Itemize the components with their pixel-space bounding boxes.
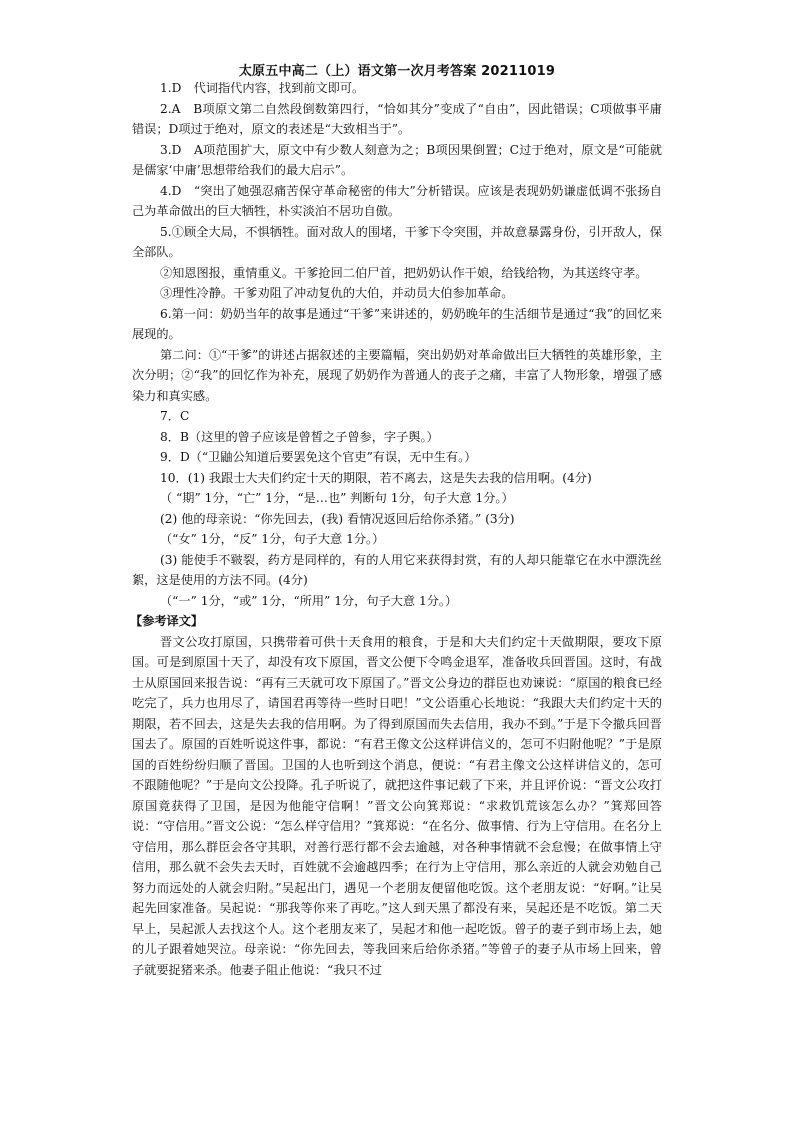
answer-8: 8．B（这里的曾子应该是曾皙之子曾参，字子舆。）	[160, 429, 439, 444]
answer-10-1-scoring: （ “期” 1分，“亡” 1分，“是…也” 判断句 1分，句子大意 1分。）	[160, 491, 514, 505]
answer-7: 7．C	[160, 409, 190, 423]
answer-2: 2.A B项原文第二自然段倒数第四行，“恰如其分”变成了“自由”，因此错误；C项做事平庸错误；D项过于绝对，原文的表述是“大致相当于”。	[132, 101, 662, 136]
answer-4: 4.D “突出了她强忍痛苦保守革命秘密的伟大”分析错误。应该是表现奶奶谦虚低调不张扬自己为革命做出的巨大牺牲，朴实淡泊不居功自傲。	[132, 183, 662, 218]
answer-5-point-2: ②知恩图报，重情重义。干爹抢回二伯尸首，把奶奶认作干娘，给钱给物，为其送终守孝。	[160, 265, 648, 280]
translation-text: 晋文公攻打原国，只携带着可供十天食用的粮食，于是和大夫们约定十天做期限，要攻下原国。可是到原国十天了，却没有攻下原国，晋文公便下令鸣金退军，准备收兵回晋国。这时，有战士从原国回来报告说：“再有三天就可攻下原国了。”晋文公身边的群臣也劝谏说：“原国的粮食已经吃完了，兵力也用尽了，请国君再等待一些时日吧！”文公语重心长地说：“我跟大夫们约定十天的期限，若不回去，这是失去我的信用啊。为了得到原国而失去信用，我办不到。”于是下令撤兵回晋国去了。原国的百姓听说这件事，都说：“有君王像文公这样讲信义的，怎可不归附他呢？”于是原国的百姓纷纷归顺了晋国。卫国的人也听到这个消息，便说：“有君主像文公这样讲信义的，怎可不跟随他呢？”于是向文公投降。孔子听说了，就把这件事记载了下来，并且评价说：“晋文公攻打原国竟获得了卫国，是因为他能守信啊！”晋文公向箕郑说：“求救饥荒该怎么办？”箕郑回答说：“守信用。”晋文公说：“怎么样守信用？”箕郑说：“在名分、做事情、行为上守信用。在名分上守信用，那么群臣会各守其职，对善行恶行都不会去逾越，对各种事情就不会怠慢；在做事情上守信用，那么就不会失去天时，百姓就不会逾越四季；在行为上守信用，那么亲近的人就会劝勉自己努力而远处的人就会归附。”吴起出门，遇见一个老朋友便留他吃饭。这个老朋友说：“好啊。”让吴起先回家准备。吴起说：“那我等你来了再吃。”这人到天黑了都没有来，吴起还是不吃饭。第二天早上，吴起派人去找这个人。这个老朋友来了，吴起才和他一起吃饭。曾子的妻子到市场上去，她的儿子跟着她哭泣。母亲说：“你先回去，等我回来后给你杀猪。”等曾子的妻子从市场上回来，曾子就要捉猪来杀。他妻子阻止他说：“我只不过	[132, 634, 662, 977]
answer-content	[132, 78, 662, 980]
answer-10-2: (2) 他的母亲说：“你先回去，(我) 看情况返回后给你杀猪。” (3分)	[160, 511, 515, 526]
answer-9: 9．D（“卫鼬公知道后要罢免这个官吏”有误，无中生有。）	[160, 450, 477, 464]
document-title: 太原五中高二（上）语文第一次月考答案 20211019	[238, 64, 556, 79]
answer-10-3-scoring: （“一” 1分，“或” 1分，“所用” 1分，句子大意 1分。）	[160, 593, 458, 608]
translation-heading: 【参考译文】	[130, 614, 204, 628]
answer-6-part-2: 第二问：①“干爹”的讲述占据叙述的主要篇幅，突出奶奶对革命做出巨大牺牲的英雄形象，主次分明；②“我”的回忆作为补充，展现了奶奶作为普通人的丧子之痛，丰富了人物形象，增强了感染力和真实感。	[132, 347, 662, 403]
answer-5-point-3: ③理性冷静。干爹劝阻了冲动复仇的大伯，并动员大伯参加革命。	[160, 286, 514, 300]
answer-10-2-scoring: （“女” 1分，“反” 1分，句子大意 1分。）	[160, 532, 385, 546]
answer-5-point-1: 5.①顾全大局，不惧牺牲。面对敌人的围堵，干爹下令突围，并故意暴露身份，引开敌人，保全部队。	[132, 224, 662, 259]
answer-3: 3.D A项范围扩大，原文中有少数人刻意为之；B项因果倒置；C过于绝对，原文是“可能就是儒家‘中庸’思想带给我们的最大启示”。	[132, 142, 662, 177]
answer-6-part-1: 6.第一问：奶奶当年的故事是通过“干爹”来讲述的，奶奶晚年的生活细节是通过“我”的回忆来展现的。	[132, 306, 662, 341]
answer-10-1: 10．(1) 我跟士大夫们约定十天的期限，若不离去，这是失去我的信用啊。(4分)	[160, 470, 592, 485]
answer-10-3: (3) 能使手不皲裂，药方是同样的，有的人用它来获得封赏，有的人却只能靠它在水中漂洗丝絮，这是使用的方法不同。(4分)	[132, 552, 662, 587]
answer-1: 1.D 代词指代内容，找到前文即可。	[160, 81, 365, 95]
